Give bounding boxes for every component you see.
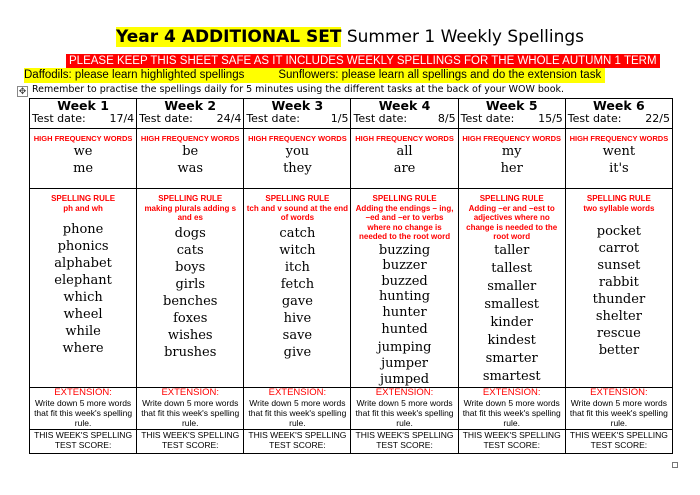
rule-label: SPELLING RULE (265, 194, 330, 203)
week-title: Week 6 (593, 98, 645, 113)
extension-cell (351, 388, 458, 430)
score-cell (244, 430, 351, 454)
extension-label: EXTENSION: (161, 387, 219, 398)
rule-description: Adding the endings – ing, –ed and –er to verbs where no change is needed to the root word (355, 203, 454, 241)
score-label: THIS WEEK'S SPELLING TEST SCORE: (355, 430, 454, 450)
rule-row (30, 189, 673, 388)
hfw-word: you (285, 144, 310, 159)
hfw-word: they (283, 161, 312, 176)
test-date: Test date: 8/5 (353, 112, 456, 125)
week-header (30, 99, 137, 129)
hfw-label: HIGH FREQUENCY WORDS (140, 134, 240, 143)
rule-description: tch and v sound at the end of words (246, 203, 349, 222)
test-date: Test date: 17/4 (32, 112, 135, 125)
test-date: Test date: 22/5 (567, 112, 670, 125)
spelling-word: hunting (378, 289, 431, 304)
extension-label: EXTENSION: (268, 387, 327, 398)
spelling-word: carrot (598, 241, 640, 256)
test-date: Test date: 15/5 (460, 112, 563, 125)
rule-description: ph and wh (63, 203, 103, 213)
word-list (32, 221, 134, 357)
spelling-word: elephant (54, 273, 112, 288)
spelling-word: girls (175, 276, 205, 292)
rule-description: Adding –er and –est to adjectives where no change is needed to the root word (466, 203, 558, 241)
week-header (351, 99, 458, 129)
extension-label: EXTENSION: (590, 387, 648, 398)
extension-cell (137, 388, 244, 430)
hfw-word: be (182, 144, 199, 159)
hfw-word: it's (609, 161, 629, 176)
extension-label: EXTENSION: (375, 387, 434, 398)
hfw-label: HIGH FREQUENCY WORDS (355, 134, 454, 143)
spelling-word: hunted (381, 322, 428, 337)
hfw-label: HIGH FREQUENCY WORDS (33, 134, 133, 143)
score-cell (351, 430, 458, 454)
spelling-word: wheel (63, 307, 103, 322)
table-resize-handle-icon[interactable] (672, 462, 678, 468)
week-title: Week 1 (57, 98, 109, 113)
spelling-word: give (283, 344, 312, 360)
week-header (244, 99, 351, 129)
extension-task: Write down 5 more words that fit this week's spelling rule. (569, 398, 668, 428)
spelling-word: buzzed (381, 273, 428, 289)
spelling-word: kindest (487, 332, 536, 348)
hfw-label: HIGH FREQUENCY WORDS (569, 134, 669, 143)
spelling-word: rescue (596, 326, 641, 341)
rule-label: SPELLING RULE (51, 194, 116, 203)
spelling-word: itch (284, 259, 310, 275)
daffodils-instruction: Daffodils: please learn highlighted spellings (24, 69, 245, 81)
hfw-cell (458, 129, 565, 189)
extension-cell (244, 388, 351, 430)
week-title: Week 3 (271, 98, 324, 113)
sunflowers-instruction: Sunflowers: please learn all spellings and do the extension task (278, 69, 602, 81)
hfw-cell (137, 129, 244, 189)
title-highlight: Year 4 ADDITIONAL SET (115, 27, 342, 47)
score-cell (565, 430, 672, 454)
hfw-word: we (73, 144, 93, 159)
word-list (139, 225, 241, 361)
score-label: THIS WEEK'S SPELLING TEST SCORE: (462, 430, 561, 450)
word-pair (353, 320, 455, 356)
spelling-word: smarter (485, 350, 538, 366)
week-title: Week 2 (164, 98, 217, 113)
rule-description: making plurals adding s and es (144, 203, 237, 222)
rule-cell (458, 189, 565, 388)
word-list (461, 242, 563, 386)
spelling-word: save (282, 327, 313, 343)
test-date: Test date: 1/5 (246, 112, 349, 125)
hfw-word: are (393, 161, 416, 176)
rule-cell (565, 189, 672, 388)
word-list (568, 223, 670, 359)
hfw-word: my (501, 144, 522, 159)
spelling-word: smaller (487, 278, 537, 294)
extension-cell (458, 388, 565, 430)
score-label: THIS WEEK'S SPELLING TEST SCORE: (141, 430, 240, 450)
week-header (458, 99, 565, 129)
rule-label: SPELLING RULE (586, 194, 651, 203)
rule-cell (351, 189, 458, 388)
spelling-word: buzzing (378, 242, 431, 258)
spelling-word: better (598, 343, 640, 358)
spelling-word: taller (494, 242, 530, 258)
spelling-word: which (63, 290, 103, 305)
score-label: THIS WEEK'S SPELLING TEST SCORE: (569, 430, 668, 450)
spelling-word: sunset (597, 258, 641, 273)
spelling-word: fetch (280, 276, 315, 292)
hfw-word: her (500, 161, 523, 176)
spelling-word: benches (163, 293, 218, 309)
spelling-word: smartest (482, 368, 541, 384)
spelling-word: gave (281, 293, 313, 309)
title-rest: Summer 1 Weekly Spellings (346, 27, 585, 47)
hfw-word: went (602, 144, 636, 159)
rule-cell (137, 189, 244, 388)
spelling-word: cats (176, 242, 204, 258)
extension-row (30, 388, 673, 430)
spelling-word: jumping (377, 340, 432, 355)
spelling-word: phonics (57, 239, 109, 254)
hfw-word: was (177, 161, 204, 176)
spelling-word: alphabet (54, 256, 112, 271)
spelling-word: thunder (592, 292, 646, 307)
extension-task: Write down 5 more words that fit this week's spelling rule. (462, 398, 561, 428)
spelling-word: wishes (167, 327, 213, 343)
page-title (0, 26, 700, 48)
extension-cell (30, 388, 137, 430)
practice-reminder: Remember to practise the spellings daily for 5 minutes using the different tasks at the back of your WOW book. (32, 84, 565, 95)
spelling-word: kinder (490, 314, 534, 330)
extension-cell (565, 388, 672, 430)
week-title: Week 4 (378, 98, 431, 113)
spelling-word: catch (279, 225, 316, 241)
hfw-word: me (73, 161, 94, 176)
score-cell (30, 430, 137, 454)
word-list (246, 225, 348, 361)
spelling-word: boys (175, 259, 206, 275)
score-label: THIS WEEK'S SPELLING TEST SCORE: (248, 430, 347, 450)
week-header (565, 99, 672, 129)
spelling-word: where (62, 341, 104, 356)
score-cell (458, 430, 565, 454)
rule-label: SPELLING RULE (372, 194, 437, 203)
spelling-word: jumped (380, 371, 430, 387)
hfw-row (30, 129, 673, 189)
spelling-word: while (65, 324, 101, 339)
header-row (30, 99, 673, 129)
extension-task: Write down 5 more words that fit this week's spelling rule. (355, 398, 454, 428)
word-list (353, 243, 455, 388)
rule-description: two syllable words (583, 203, 655, 213)
spelling-word: phone (62, 222, 104, 237)
hfw-label: HIGH FREQUENCY WORDS (462, 134, 562, 143)
spelling-word: brushes (164, 344, 217, 360)
spelling-word: jumper (381, 356, 429, 371)
spelling-word: hunter (382, 304, 427, 320)
rule-label: SPELLING RULE (158, 194, 223, 203)
spelling-word: smallest (484, 296, 540, 312)
score-cell (137, 430, 244, 454)
extension-task: Write down 5 more words that fit this week's spelling rule. (248, 398, 347, 428)
hfw-label: HIGH FREQUENCY WORDS (248, 134, 347, 143)
rule-label: SPELLING RULE (479, 194, 544, 203)
hfw-cell (244, 129, 351, 189)
spelling-table (29, 98, 673, 454)
hfw-cell (351, 129, 458, 189)
spelling-word: foxes (173, 310, 208, 326)
spelling-word: tallest (491, 260, 533, 276)
extension-task: Write down 5 more words that fit this week's spelling rule. (141, 398, 240, 428)
extension-label: EXTENSION: (54, 387, 112, 398)
hfw-cell (565, 129, 672, 189)
keep-safe-banner: PLEASE KEEP THIS SHEET SAFE AS IT INCLUDES WEEKLY SPELLINGS FOR THE WHOLE AUTUMN 1 TERM (66, 54, 660, 68)
rule-cell (30, 189, 137, 388)
spelling-word: pocket (596, 224, 641, 239)
spelling-word: dogs (174, 225, 206, 241)
score-row (30, 430, 673, 454)
spelling-word: hive (283, 310, 312, 326)
spelling-word: shelter (595, 309, 642, 324)
spelling-word: buzzer (382, 258, 427, 273)
score-label: THIS WEEK'S SPELLING TEST SCORE: (34, 430, 133, 450)
hfw-cell (30, 129, 137, 189)
test-date: Test date: 24/4 (139, 112, 242, 125)
hfw-word: all (396, 144, 413, 159)
week-header (137, 99, 244, 129)
spelling-word: rabbit (598, 275, 639, 290)
week-title: Week 5 (485, 98, 538, 113)
extension-task: Write down 5 more words that fit this week's spelling rule. (34, 398, 133, 428)
extension-label: EXTENSION: (482, 387, 541, 398)
table-move-handle-icon[interactable]: ✥ (18, 86, 27, 96)
rule-cell (244, 189, 351, 388)
group-instructions (24, 68, 605, 83)
spelling-word: witch (279, 242, 316, 258)
